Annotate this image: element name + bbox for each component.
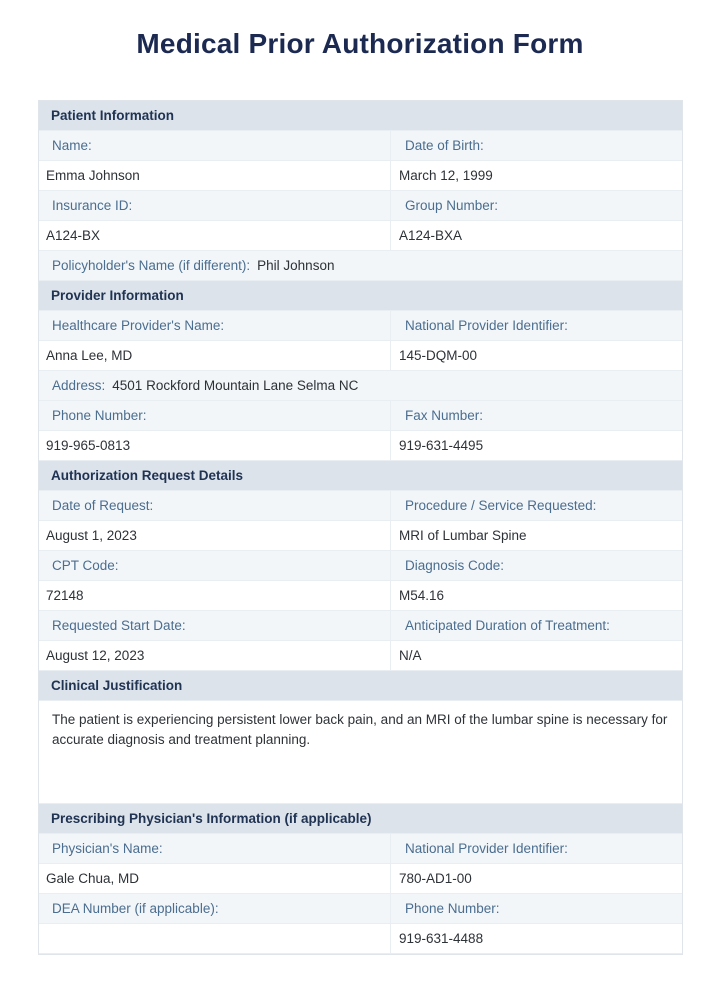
field-value-date-of-birth: March 12, 1999 <box>399 168 493 183</box>
form-row <box>39 491 682 521</box>
field-value-group-number: A124-BXA <box>399 228 463 243</box>
section-header-clinical-justification: Clinical Justification <box>39 671 682 701</box>
field-value-fax-number: 919-631-4495 <box>399 438 484 453</box>
form-row-policyholder <box>39 251 682 281</box>
section-header-prescribing-physician: Prescribing Physician's Information (if applicable) <box>39 804 682 834</box>
field-label-insurance-id: Insurance ID: <box>39 191 391 220</box>
field-label-address: Address: <box>52 378 106 393</box>
field-label-dea-number: DEA Number (if applicable): <box>39 894 391 923</box>
field-value-diagnosis-code: M54.16 <box>399 588 445 603</box>
field-value-procedure-requested: MRI of Lumbar Spine <box>399 528 527 543</box>
section-header-patient-information: Patient Information <box>39 101 682 131</box>
field-label-phone-number: Phone Number: <box>39 401 391 430</box>
field-value-date-of-request: August 1, 2023 <box>39 521 391 550</box>
form-row <box>39 924 682 954</box>
form-row <box>39 894 682 924</box>
form-row <box>39 401 682 431</box>
field-value-insurance-id: A124-BX <box>39 221 391 250</box>
field-label-procedure-requested: Procedure / Service Requested: <box>405 498 597 513</box>
field-label-diagnosis-code: Diagnosis Code: <box>405 558 505 573</box>
clinical-justification-text: The patient is experiencing persistent lower back pain, and an MRI of the lumbar spine is necessary for accurate diagnosis and treatment planning. <box>39 701 682 804</box>
field-value-policyholder-name: Phil Johnson <box>257 258 335 273</box>
section-header-authorization-request-details: Authorization Request Details <box>39 461 682 491</box>
section-header-provider-information: Provider Information <box>39 281 682 311</box>
form-row <box>39 864 682 894</box>
field-label-physician-phone: Phone Number: <box>405 901 500 916</box>
field-value-physician-name: Gale Chua, MD <box>39 864 391 893</box>
field-value-physician-npi: 780-AD1-00 <box>399 871 472 886</box>
form-row <box>39 641 682 671</box>
form-row-address <box>39 371 682 401</box>
form-row <box>39 834 682 864</box>
field-value-phone-number: 919-965-0813 <box>39 431 391 460</box>
form-row <box>39 551 682 581</box>
field-value-address: 4501 Rockford Mountain Lane Selma NC <box>112 378 359 393</box>
form-row <box>39 311 682 341</box>
field-value-name: Emma Johnson <box>39 161 391 190</box>
field-label-anticipated-duration: Anticipated Duration of Treatment: <box>405 618 610 633</box>
field-label-name: Name: <box>39 131 391 160</box>
field-label-group-number: Group Number: <box>405 198 499 213</box>
form-row <box>39 131 682 161</box>
field-value-anticipated-duration: N/A <box>399 648 422 663</box>
field-value-dea-number <box>39 924 391 953</box>
field-label-physician-npi: National Provider Identifier: <box>405 841 568 856</box>
form-row <box>39 611 682 641</box>
field-value-requested-start-date: August 12, 2023 <box>39 641 391 670</box>
form-row <box>39 341 682 371</box>
form-row <box>39 191 682 221</box>
prior-authorization-form <box>38 100 683 955</box>
field-value-physician-phone: 919-631-4488 <box>399 931 484 946</box>
field-value-cpt-code: 72148 <box>39 581 391 610</box>
form-row <box>39 161 682 191</box>
field-value-npi: 145-DQM-00 <box>399 348 478 363</box>
page-title: Medical Prior Authorization Form <box>136 28 584 59</box>
form-row <box>39 581 682 611</box>
field-value-provider-name: Anna Lee, MD <box>39 341 391 370</box>
field-label-date-of-birth: Date of Birth: <box>405 138 484 153</box>
field-label-provider-name: Healthcare Provider's Name: <box>39 311 391 340</box>
form-row <box>39 521 682 551</box>
field-label-fax-number: Fax Number: <box>405 408 484 423</box>
field-label-date-of-request: Date of Request: <box>39 491 391 520</box>
field-label-physician-name: Physician's Name: <box>39 834 391 863</box>
form-row <box>39 221 682 251</box>
field-label-npi: National Provider Identifier: <box>405 318 568 333</box>
field-label-policyholder-name: Policyholder's Name (if different): <box>52 258 251 273</box>
form-row <box>39 431 682 461</box>
field-label-cpt-code: CPT Code: <box>39 551 391 580</box>
field-label-requested-start-date: Requested Start Date: <box>39 611 391 640</box>
